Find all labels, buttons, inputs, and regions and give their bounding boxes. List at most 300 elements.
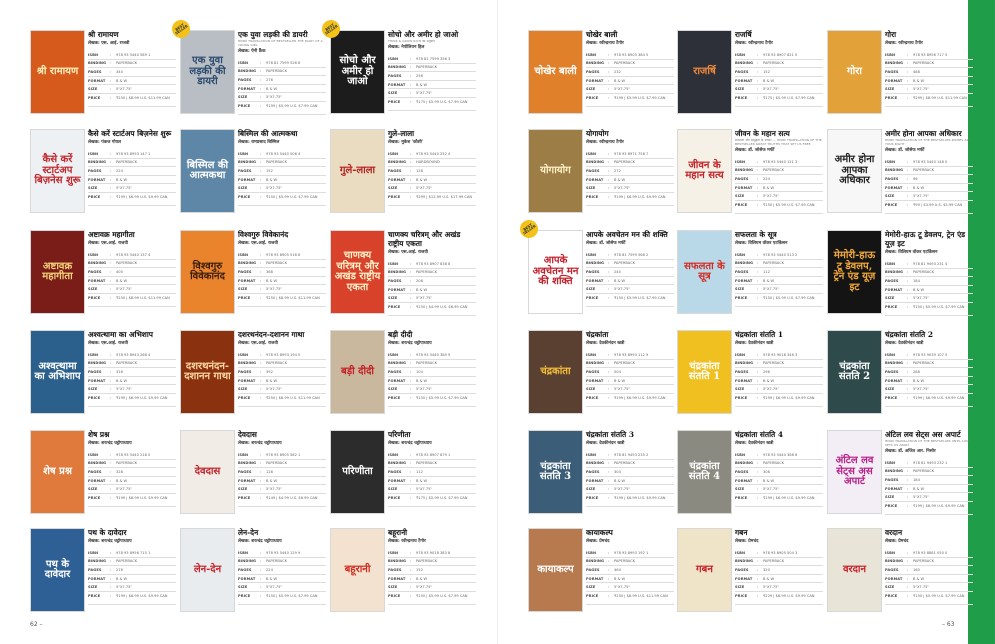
spec-label: PAGES xyxy=(388,567,402,572)
book-info xyxy=(885,430,973,515)
spec-row-format xyxy=(586,377,674,386)
spec-row-format xyxy=(388,176,476,185)
book-cover[interactable] xyxy=(30,129,85,213)
spec-colon: : xyxy=(757,87,759,92)
book-cover[interactable] xyxy=(180,230,235,314)
book-cover[interactable] xyxy=(827,330,882,414)
spec-row-isbn xyxy=(586,150,674,159)
book-cover[interactable] xyxy=(330,129,385,213)
book-cover[interactable] xyxy=(30,430,85,514)
spec-label: BINDING xyxy=(586,160,605,165)
spec-value-price: ₹199 | $6.99 U.S. $9.99 CAN xyxy=(116,194,168,199)
spec-label: BINDING xyxy=(885,168,904,173)
spec-row-size xyxy=(88,184,176,193)
book-info xyxy=(885,30,973,107)
spec-colon: : xyxy=(757,387,759,392)
spec-value-pages: 112 xyxy=(416,469,423,474)
spec-value-size: 5"X7.75" xyxy=(116,487,133,492)
spec-value-pages: 128 xyxy=(416,168,423,173)
spec-label: FORMAT xyxy=(88,177,106,182)
spec-value-format: B & W xyxy=(614,177,626,182)
spec-value-price: ₹250 | $8.99 U.S. $11.99 CAN xyxy=(266,295,320,300)
spec-value-isbn: 978 93 5440 386 6 xyxy=(763,452,798,457)
spec-colon: : xyxy=(410,177,412,182)
spec-row-format xyxy=(88,377,176,386)
book-cover[interactable] xyxy=(528,330,583,414)
spec-value-isbn: 978 93 5440 506 4 xyxy=(266,151,301,156)
spec-value-price: ₹150 | $5.99 U.S. $7.99 CAN xyxy=(913,304,965,309)
book-entry xyxy=(30,129,178,227)
spec-label: PRICE xyxy=(88,95,101,100)
spec-value-binding: PAPERBACK xyxy=(416,270,438,275)
spec-colon: : xyxy=(757,202,759,207)
spec-label: ISBN xyxy=(388,261,399,266)
book-cover[interactable] xyxy=(528,430,583,514)
spec-colon: : xyxy=(410,361,412,366)
spec-label: SIZE xyxy=(88,487,98,492)
book-info xyxy=(586,528,674,605)
spec-colon: : xyxy=(608,478,610,483)
spec-colon: : xyxy=(260,177,262,182)
cover-title: अंटिल लव सेट्स अस अपार्ट xyxy=(835,455,874,488)
spec-colon: : xyxy=(410,378,412,383)
spec-row-isbn xyxy=(388,150,476,159)
book-info xyxy=(586,330,674,407)
spec-colon: : xyxy=(757,185,759,190)
book-cover[interactable] xyxy=(180,528,235,612)
spec-label: PRICE xyxy=(885,593,898,598)
book-cover[interactable] xyxy=(330,528,385,612)
book-subtitle: सफलता और समृद्धता के आधार — HINDI TRANSLATION OF THE BESTSELLER GREAT TRUTHS THAT SET US FREE xyxy=(735,138,822,146)
spec-row-format xyxy=(88,277,176,286)
spec-row-pages xyxy=(735,68,823,77)
book-entry xyxy=(677,528,825,626)
spec-label: BINDING xyxy=(388,65,407,70)
spec-colon: : xyxy=(110,295,112,300)
cover-title: अष्टावक्र महागीता xyxy=(42,260,73,282)
spec-label: SIZE xyxy=(88,87,98,92)
spec-label: FORMAT xyxy=(238,478,256,483)
spec-label: SIZE xyxy=(88,387,98,392)
book-entry xyxy=(174,22,328,128)
spec-value-format: B & W xyxy=(913,576,925,581)
spec-label: PAGES xyxy=(238,469,252,474)
spec-label: PAGES xyxy=(88,269,102,274)
spec-value-isbn: 978 93 5440 252 4 xyxy=(416,151,451,156)
spec-colon: : xyxy=(110,194,112,199)
book-info xyxy=(885,330,973,407)
book-cover[interactable] xyxy=(827,230,882,314)
spec-label: ISBN xyxy=(735,159,746,164)
spec-colon: : xyxy=(907,469,909,474)
spec-row-size xyxy=(88,485,176,494)
spec-row-binding xyxy=(88,360,176,369)
book-cover[interactable] xyxy=(677,330,732,414)
spec-label: ISBN xyxy=(238,352,249,357)
book-author: लेखक: देवकीनंदन खत्री xyxy=(735,441,774,446)
spec-colon: : xyxy=(757,585,759,590)
spec-value-size: 5"X7.75" xyxy=(266,387,283,392)
spec-value-isbn: 978 93 8993 194 5 xyxy=(266,352,301,357)
spec-row-isbn xyxy=(586,351,674,360)
book-cover[interactable] xyxy=(677,430,732,514)
book-cover[interactable] xyxy=(827,30,882,114)
book-author: लेखक: पंकज गोयल xyxy=(88,140,122,145)
spec-colon: : xyxy=(410,65,412,70)
page-gutter xyxy=(497,0,498,644)
spec-colon: : xyxy=(410,287,412,292)
spec-row-isbn xyxy=(586,549,674,558)
spec-value-pages: 320 xyxy=(763,567,770,572)
spec-colon: : xyxy=(608,352,610,357)
book-author: लेखक: नेपोलियन हिल xyxy=(388,45,425,50)
cover-title: बहूरानी xyxy=(344,563,371,575)
spec-row-binding xyxy=(586,159,674,168)
book-title: दशरथनंदन-दशानन गाथा xyxy=(238,330,305,339)
spec-value-isbn: 978 93 5440 121 3 xyxy=(763,159,798,164)
spec-label: ISBN xyxy=(885,460,896,465)
spec-row-pages xyxy=(586,268,674,277)
cover-title: मेमोरी-हाऊ टू डेवलप, ट्रेन एंड यूज़ इट xyxy=(833,250,876,293)
spec-row-isbn xyxy=(88,351,176,360)
spec-row-binding xyxy=(586,360,674,369)
spec-row-format xyxy=(388,81,476,90)
spec-label: FORMAT xyxy=(88,576,106,581)
spec-row-size xyxy=(885,85,973,94)
spec-colon: : xyxy=(260,495,262,500)
book-info xyxy=(586,129,674,206)
spec-label: PAGES xyxy=(885,278,899,283)
spec-row-size xyxy=(388,89,476,98)
spec-row-price xyxy=(388,494,476,507)
spec-colon: : xyxy=(757,395,759,400)
spec-label: PRICE xyxy=(388,495,401,500)
spec-value-pages: 272 xyxy=(614,168,621,173)
spec-row-pages xyxy=(885,566,973,575)
spec-colon: : xyxy=(608,487,610,492)
spec-colon: : xyxy=(410,576,412,581)
spec-value-binding: PAPERBACK xyxy=(763,168,785,173)
spec-label: BINDING xyxy=(388,461,407,466)
book-info xyxy=(238,430,326,507)
spec-value-binding: PAPERBACK xyxy=(614,61,636,66)
spec-row-isbn xyxy=(735,158,823,167)
spec-value-pages: 288 xyxy=(913,369,920,374)
spec-row-price xyxy=(586,592,674,605)
book-cover[interactable] xyxy=(180,330,235,414)
spec-value-binding: PAPERBACK xyxy=(913,469,935,474)
spec-label: ISBN xyxy=(88,352,99,357)
cover-title: योगायोग xyxy=(540,164,571,176)
spec-colon: : xyxy=(907,361,909,366)
spec-label: FORMAT xyxy=(735,478,753,483)
book-cover[interactable] xyxy=(528,230,583,314)
spec-label: PRICE xyxy=(885,95,898,100)
spec-row-isbn xyxy=(586,251,674,260)
book-entry xyxy=(30,30,178,128)
spec-colon: : xyxy=(608,278,610,283)
spec-label: ISBN xyxy=(238,550,249,555)
spec-label: PRICE xyxy=(885,304,898,309)
spec-colon: : xyxy=(907,287,909,292)
spec-row-pages xyxy=(735,268,823,277)
spec-label: ISBN xyxy=(586,452,597,457)
spec-value-format: B & W xyxy=(416,378,428,383)
spec-row-pages xyxy=(88,268,176,277)
spec-colon: : xyxy=(260,261,262,266)
spec-value-size: 5"X7.75" xyxy=(116,186,133,191)
spec-label: ISBN xyxy=(885,550,896,555)
book-info xyxy=(388,30,476,111)
spec-colon: : xyxy=(260,69,262,74)
book-title: बिस्मिल की आत्मकथा xyxy=(238,129,298,138)
spec-value-isbn: 978 93 8905 582 1 xyxy=(266,452,301,457)
spec-label: PAGES xyxy=(586,269,600,274)
spec-label: PRICE xyxy=(885,395,898,400)
spec-colon: : xyxy=(907,278,909,283)
spec-value-price: ₹150 | $5.99 U.S. $7.99 CAN xyxy=(763,295,815,300)
book-cover[interactable] xyxy=(30,330,85,414)
book-entry xyxy=(330,129,478,227)
book-author: लेखक: एस.आई. राजवी xyxy=(238,341,278,346)
spec-row-isbn xyxy=(238,451,326,460)
book-cover[interactable] xyxy=(330,230,385,314)
spec-value-binding: PAPERBACK xyxy=(913,361,935,366)
spec-row-size xyxy=(735,192,823,201)
spec-colon: : xyxy=(410,452,412,457)
spec-row-pages xyxy=(586,68,674,77)
spec-colon: : xyxy=(410,495,412,500)
cover-title: चोखेर बाली xyxy=(534,65,577,77)
spec-colon: : xyxy=(410,469,412,474)
book-cover[interactable] xyxy=(827,430,882,514)
book-entry xyxy=(330,528,478,626)
spec-colon: : xyxy=(608,186,610,191)
spec-colon: : xyxy=(410,82,412,87)
spec-label: PRICE xyxy=(88,593,101,598)
book-cover[interactable] xyxy=(330,430,385,514)
spec-colon: : xyxy=(110,378,112,383)
spec-value-price: ₹299 | $8.99 U.S. $11.99 CAN xyxy=(913,95,967,100)
spec-row-binding xyxy=(388,159,476,168)
spec-value-format: B & W xyxy=(266,86,278,91)
spec-label: BINDING xyxy=(388,270,407,275)
spec-colon: : xyxy=(907,585,909,590)
spec-row-size xyxy=(735,583,823,592)
spec-row-isbn xyxy=(238,150,326,159)
spec-value-format: B & W xyxy=(614,478,626,483)
spec-value-binding: PAPERBACK xyxy=(614,461,636,466)
spec-value-binding: PAPERBACK xyxy=(116,361,138,366)
spec-colon: : xyxy=(260,77,262,82)
spec-label: ISBN xyxy=(388,352,399,357)
spec-colon: : xyxy=(757,559,759,564)
spec-row-size xyxy=(885,583,973,592)
spec-colon: : xyxy=(110,495,112,500)
book-author: लेखक: डॉ. जोसेफ मर्फी xyxy=(885,148,925,153)
spec-row-format xyxy=(238,277,326,286)
book-cover[interactable] xyxy=(30,30,85,114)
spec-colon: : xyxy=(757,176,759,181)
spec-row-pages xyxy=(88,167,176,176)
spec-label: SIZE xyxy=(586,487,596,492)
spec-value-isbn: 978 93 8956 717 5 xyxy=(913,52,948,57)
spec-row-isbn xyxy=(885,158,973,167)
book-cover[interactable] xyxy=(30,528,85,612)
spec-label: FORMAT xyxy=(238,177,256,182)
spec-value-size: 5"X7.75" xyxy=(913,495,930,500)
spec-value-price: ₹150 | $4.99 U.S. $6.99 CAN xyxy=(416,304,468,309)
spec-colon: : xyxy=(410,478,412,483)
spec-label: BINDING xyxy=(388,361,407,366)
spec-colon: : xyxy=(110,87,112,92)
book-entry xyxy=(330,430,478,528)
book-cover[interactable] xyxy=(528,30,583,114)
spec-colon: : xyxy=(608,87,610,92)
spec-label: PRICE xyxy=(388,99,401,104)
book-cover[interactable] xyxy=(180,30,235,114)
spec-row-binding xyxy=(735,167,823,176)
spec-label: PRICE xyxy=(586,495,599,500)
spec-row-isbn xyxy=(885,351,973,360)
spec-label: FORMAT xyxy=(586,78,604,83)
spec-colon: : xyxy=(757,478,759,483)
spec-row-format xyxy=(735,377,823,386)
spec-row-binding xyxy=(388,269,476,278)
spec-colon: : xyxy=(260,60,262,65)
spec-label: PAGES xyxy=(885,567,899,572)
spec-colon: : xyxy=(907,477,909,482)
spec-value-size: 5"X7.75" xyxy=(614,487,631,492)
spec-value-format: B & W xyxy=(116,478,128,483)
spec-label: PAGES xyxy=(586,168,600,173)
spec-colon: : xyxy=(757,495,759,500)
spec-label: ISBN xyxy=(88,151,99,156)
spec-colon: : xyxy=(608,495,610,500)
spec-value-isbn: 978 93 8943 266 4 xyxy=(116,352,151,357)
spec-value-binding: PAPERBACK xyxy=(763,61,785,66)
spec-label: BINDING xyxy=(88,461,107,466)
spec-colon: : xyxy=(907,352,909,357)
spec-colon: : xyxy=(110,395,112,400)
spec-value-price: ₹150 | $5.99 U.S. $7.99 CAN xyxy=(416,593,468,598)
book-entry xyxy=(528,129,676,227)
book-cover[interactable] xyxy=(677,230,732,314)
spec-label: PRICE xyxy=(238,194,251,199)
spec-value-binding: PAPERBACK xyxy=(116,461,138,466)
book-cover[interactable] xyxy=(330,30,385,114)
spec-row-binding xyxy=(88,460,176,469)
spec-row-format xyxy=(238,377,326,386)
spec-colon: : xyxy=(410,270,412,275)
spec-row-pages xyxy=(238,268,326,277)
spec-label: ISBN xyxy=(238,60,249,65)
spec-colon: : xyxy=(260,478,262,483)
spec-colon: : xyxy=(608,177,610,182)
spec-value-pages: 296 xyxy=(763,369,770,374)
spec-colon: : xyxy=(260,387,262,392)
book-cover[interactable] xyxy=(827,528,882,612)
book-entry xyxy=(528,30,676,128)
book-cover[interactable] xyxy=(677,30,732,114)
spec-row-size xyxy=(238,285,326,294)
spec-value-pages: 328 xyxy=(116,469,123,474)
cover-title: सफलता के सूत्र xyxy=(684,260,725,282)
spec-label: ISBN xyxy=(586,52,597,57)
book-cover[interactable] xyxy=(330,330,385,414)
spec-label: PAGES xyxy=(388,278,402,283)
spec-row-isbn xyxy=(885,549,973,558)
spec-colon: : xyxy=(260,395,262,400)
spec-value-isbn: 978 81 7599 526 6 xyxy=(266,60,301,65)
cover-title: बिस्मिल की आत्मकथा xyxy=(186,159,229,181)
spec-colon: : xyxy=(410,73,412,78)
spec-colon: : xyxy=(907,593,909,598)
spec-label: ISBN xyxy=(238,151,249,156)
book-cover[interactable] xyxy=(528,528,583,612)
spec-row-pages xyxy=(735,175,823,184)
book-entry xyxy=(324,22,478,128)
spec-colon: : xyxy=(907,387,909,392)
book-cover[interactable] xyxy=(528,129,583,213)
spec-row-size xyxy=(238,385,326,394)
spec-colon: : xyxy=(608,287,610,292)
book-cover[interactable] xyxy=(677,528,732,612)
spec-value-pages: 224 xyxy=(763,176,770,181)
book-author: लेखक: प्रेमचंद xyxy=(735,539,759,544)
spec-value-binding: PAPERBACK xyxy=(116,261,138,266)
spec-colon: : xyxy=(110,585,112,590)
book-title: राजर्षि xyxy=(735,30,752,39)
book-title: जीवन के महान सत्य xyxy=(735,129,790,138)
spec-value-size: 5"X7.75" xyxy=(913,387,930,392)
book-title: बड़ी दीदी xyxy=(388,330,413,339)
spec-colon: : xyxy=(410,296,412,301)
spec-value-pages: 104 xyxy=(416,369,423,374)
book-cover[interactable] xyxy=(180,430,235,514)
spec-row-pages xyxy=(88,468,176,477)
spec-row-pages xyxy=(388,167,476,176)
spec-colon: : xyxy=(757,576,759,581)
book-cover[interactable] xyxy=(827,129,882,213)
book-cover[interactable] xyxy=(180,129,235,213)
spec-colon: : xyxy=(608,252,610,257)
spec-colon: : xyxy=(410,487,412,492)
spec-row-binding xyxy=(885,558,973,567)
spec-row-binding xyxy=(88,159,176,168)
spec-value-pages: 340 xyxy=(116,69,123,74)
book-author: लेखक: मुकेश 'कौशी' xyxy=(388,140,424,145)
spec-value-binding: PAPERBACK xyxy=(416,559,438,564)
book-entry xyxy=(528,528,676,626)
spec-colon: : xyxy=(907,495,909,500)
spec-value-price: ₹199 | $6.99 U.S. $9.99 CAN xyxy=(116,395,168,400)
cover-title: शेष प्रश्न xyxy=(43,465,72,477)
spec-label: PAGES xyxy=(735,469,749,474)
book-entry xyxy=(827,528,975,626)
book-info xyxy=(238,230,326,307)
spec-value-size: 5"X7.75" xyxy=(116,287,133,292)
spec-value-pages: 152 xyxy=(763,69,770,74)
spec-colon: : xyxy=(757,69,759,74)
book-cover[interactable] xyxy=(30,230,85,314)
book-cover[interactable] xyxy=(677,129,732,213)
spec-value-price: ₹199 | $6.99 U.S. $9.99 CAN xyxy=(614,495,666,500)
spec-row-binding xyxy=(735,260,823,269)
spec-value-price: ₹199 | $5.99 U.S. $7.99 CAN xyxy=(614,95,666,100)
spec-label: FORMAT xyxy=(88,378,106,383)
book-info xyxy=(735,30,823,107)
